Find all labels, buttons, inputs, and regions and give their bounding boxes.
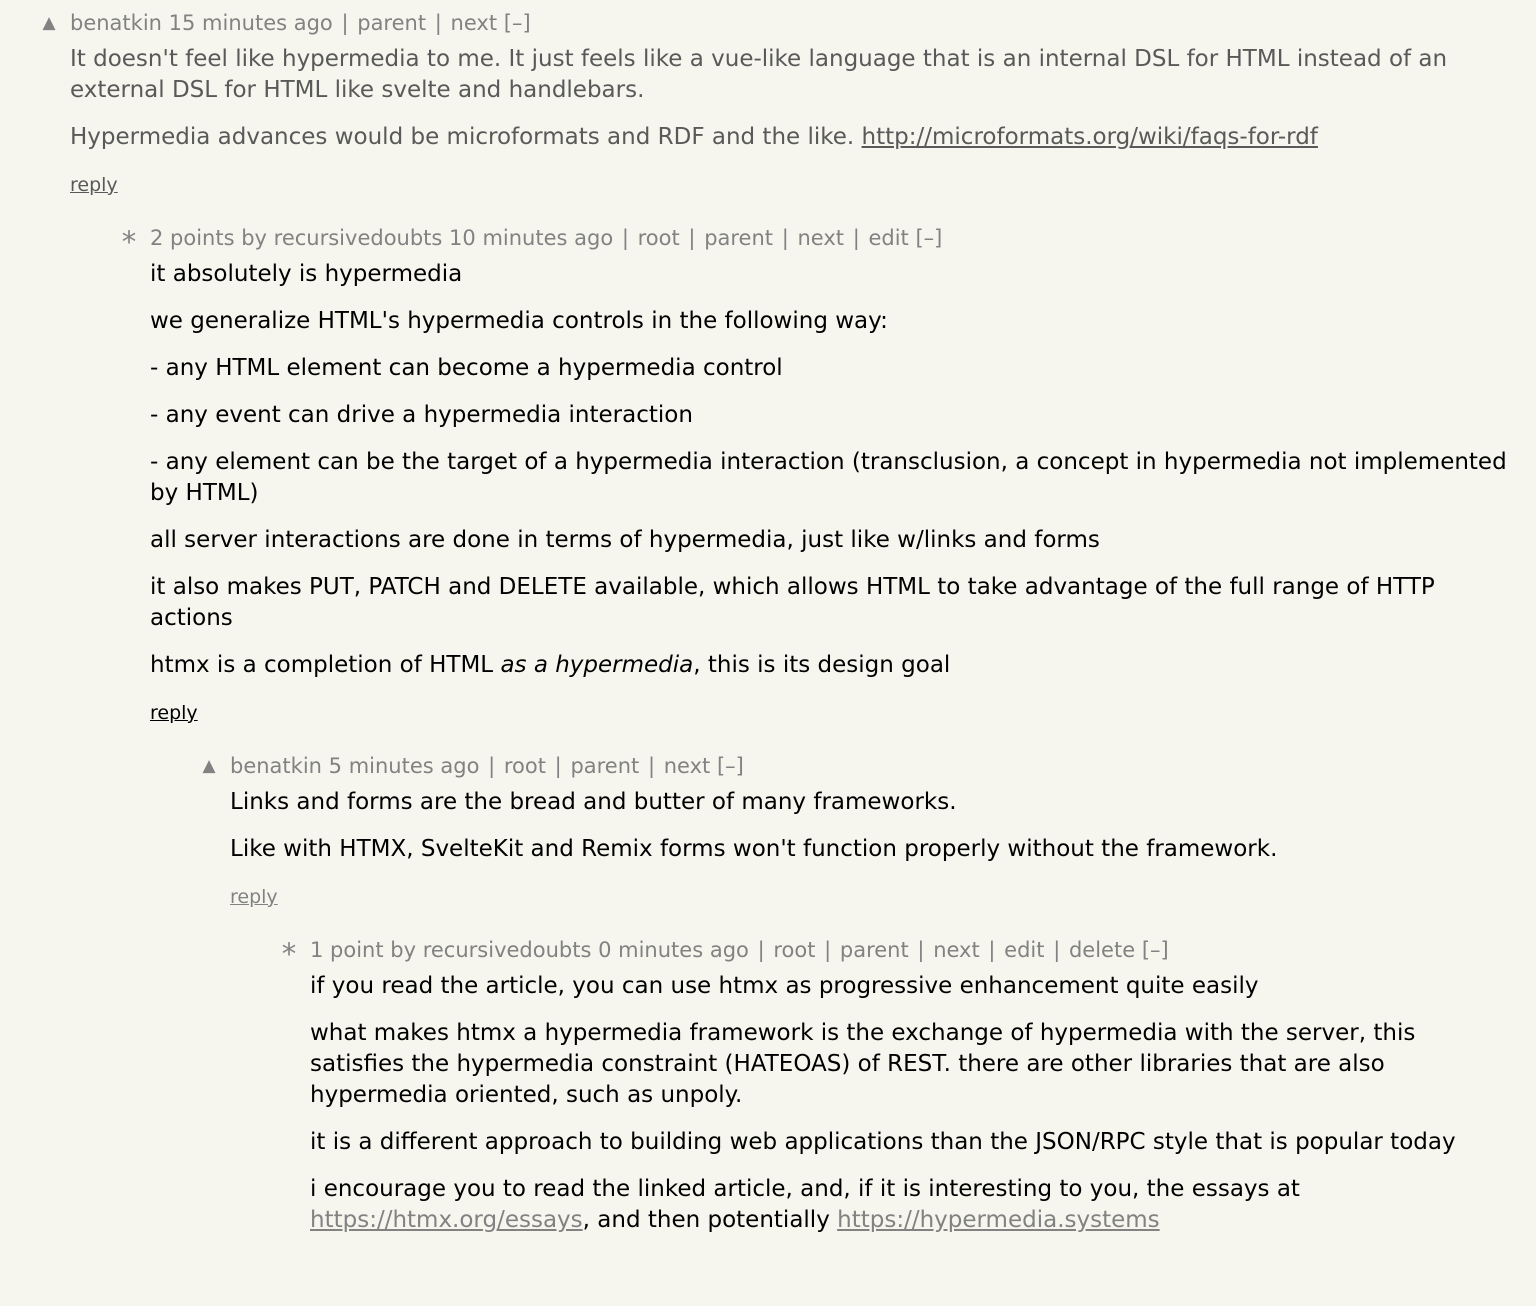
comment-header: * 1 point by recursivedoubts 0 minutes ago | root | parent | next | edit | delete [–] [310,935,1516,965]
parent-link[interactable]: parent [570,754,640,778]
essays-link[interactable]: https://htmx.org/essays [310,1207,583,1233]
hypermedia-systems-link[interactable]: https://hypermedia.systems [837,1207,1160,1233]
collapse-toggle[interactable]: [–] [503,11,531,35]
next-link[interactable]: next [933,938,980,962]
comment-header: ▲ benatkin 5 minutes ago | root | parent | next [–] [230,751,1516,781]
comment-paragraph: - any event can drive a hypermedia interaction [150,402,693,428]
comment-paragraph: if you read the article, you can use htmx as progressive enhancement quite easily [310,973,1259,999]
comment-paragraph: what makes htmx a hypermedia framework is the exchange of hypermedia with the server, this satisfies the hypermedia constraint (HATEOAS) of REST. there are other libraries that are also hypermedia oriented, such as unpoly. [310,1020,1416,1108]
upvote-arrow-icon[interactable]: ▲ [202,756,216,776]
own-comment-star-icon: * [121,225,137,259]
upvote-arrow-icon[interactable]: ▲ [42,13,56,33]
comment-paragraph: all server interactions are done in terms of hypermedia, just like w/links and forms [150,527,1100,553]
comment-paragraph: it absolutely is hypermedia [150,261,463,287]
author-link[interactable]: recursivedoubts [273,226,443,250]
parent-link[interactable]: parent [357,11,427,35]
external-link[interactable]: http://microformats.org/wiki/faqs-for-rdf [861,124,1318,150]
comment-header: ▲ benatkin 15 minutes ago | parent | next [–] [70,8,1516,38]
comment-paragraph: htmx is a completion of HTML as a hypermedia, this is its design goal [150,652,951,678]
comment-paragraph: Hypermedia advances would be microformats and RDF and the like. http://microformats.org/wiki/faqs-for-rdf [70,124,1318,150]
own-comment-star-icon: * [281,937,297,971]
root-link[interactable]: root [503,754,546,778]
comment-header: * 2 points by recursivedoubts 10 minutes ago | root | parent | next | edit [–] [150,223,1516,253]
parent-link[interactable]: parent [704,226,774,250]
author-link[interactable]: benatkin [230,754,322,778]
comment-3 [202,751,1516,913]
comment-body [70,44,1516,201]
comment-paragraph: Links and forms are the bread and butter of many frameworks. [230,789,957,815]
next-link[interactable]: next [797,226,845,250]
author-link[interactable]: benatkin [70,11,162,35]
score: 1 point by [310,938,417,962]
comment-paragraph: - any HTML element can become a hypermedia control [150,355,783,381]
comment-4 [281,935,1516,1252]
comment-age[interactable]: 0 minutes ago [598,938,749,962]
comment-paragraph: It doesn't feel like hypermedia to me. It just feels like a vue-like language that is an internal DSL for HTML instead of an external DSL for HTML like svelte and handlebars. [70,46,1448,103]
comment-paragraph: it is a different approach to building web applications than the JSON/RPC style that is popular today [310,1129,1456,1155]
comment-paragraph: Like with HTMX, SvelteKit and Remix forms won't function properly without the framework. [230,836,1278,862]
edit-link[interactable]: edit [868,226,909,250]
reply-link[interactable]: reply [230,886,278,908]
comment-body [230,787,1516,913]
comment-age[interactable]: 5 minutes ago [328,754,480,778]
reply-link[interactable]: reply [70,174,118,196]
collapse-toggle[interactable]: [–] [716,754,744,778]
delete-link[interactable]: delete [1068,938,1136,962]
parent-link[interactable]: parent [839,938,909,962]
next-link[interactable]: next [663,754,711,778]
comment-body [150,259,1516,729]
root-link[interactable]: root [637,226,680,250]
comment-1 [42,8,1516,201]
comment-paragraph: we generalize HTML's hypermedia controls in the following way: [150,308,888,334]
comment-paragraph: - any element can be the target of a hypermedia interaction (transclusion, a concept in hypermedia not implemented by HTML) [150,449,1507,506]
collapse-toggle[interactable]: [–] [1141,938,1169,962]
author-link[interactable]: recursivedoubts [422,938,592,962]
root-link[interactable]: root [773,938,816,962]
next-link[interactable]: next [450,11,498,35]
collapse-toggle[interactable]: [–] [915,226,943,250]
comment-age[interactable]: 10 minutes ago [449,226,614,250]
score: 2 points by [150,226,267,250]
comment-age[interactable]: 15 minutes ago [168,11,333,35]
reply-link[interactable]: reply [150,702,198,724]
edit-link[interactable]: edit [1004,938,1045,962]
comment-paragraph: i encourage you to read the linked article, and, if it is interesting to you, the essays at https://htmx.org/essays, and then potentially https://hypermedia.systems [310,1176,1300,1233]
comment-paragraph: it also makes PUT, PATCH and DELETE available, which allows HTML to take advantage of the full range of HTTP actions [150,574,1435,631]
comment-2 [121,223,1516,729]
comment-body [310,971,1516,1236]
